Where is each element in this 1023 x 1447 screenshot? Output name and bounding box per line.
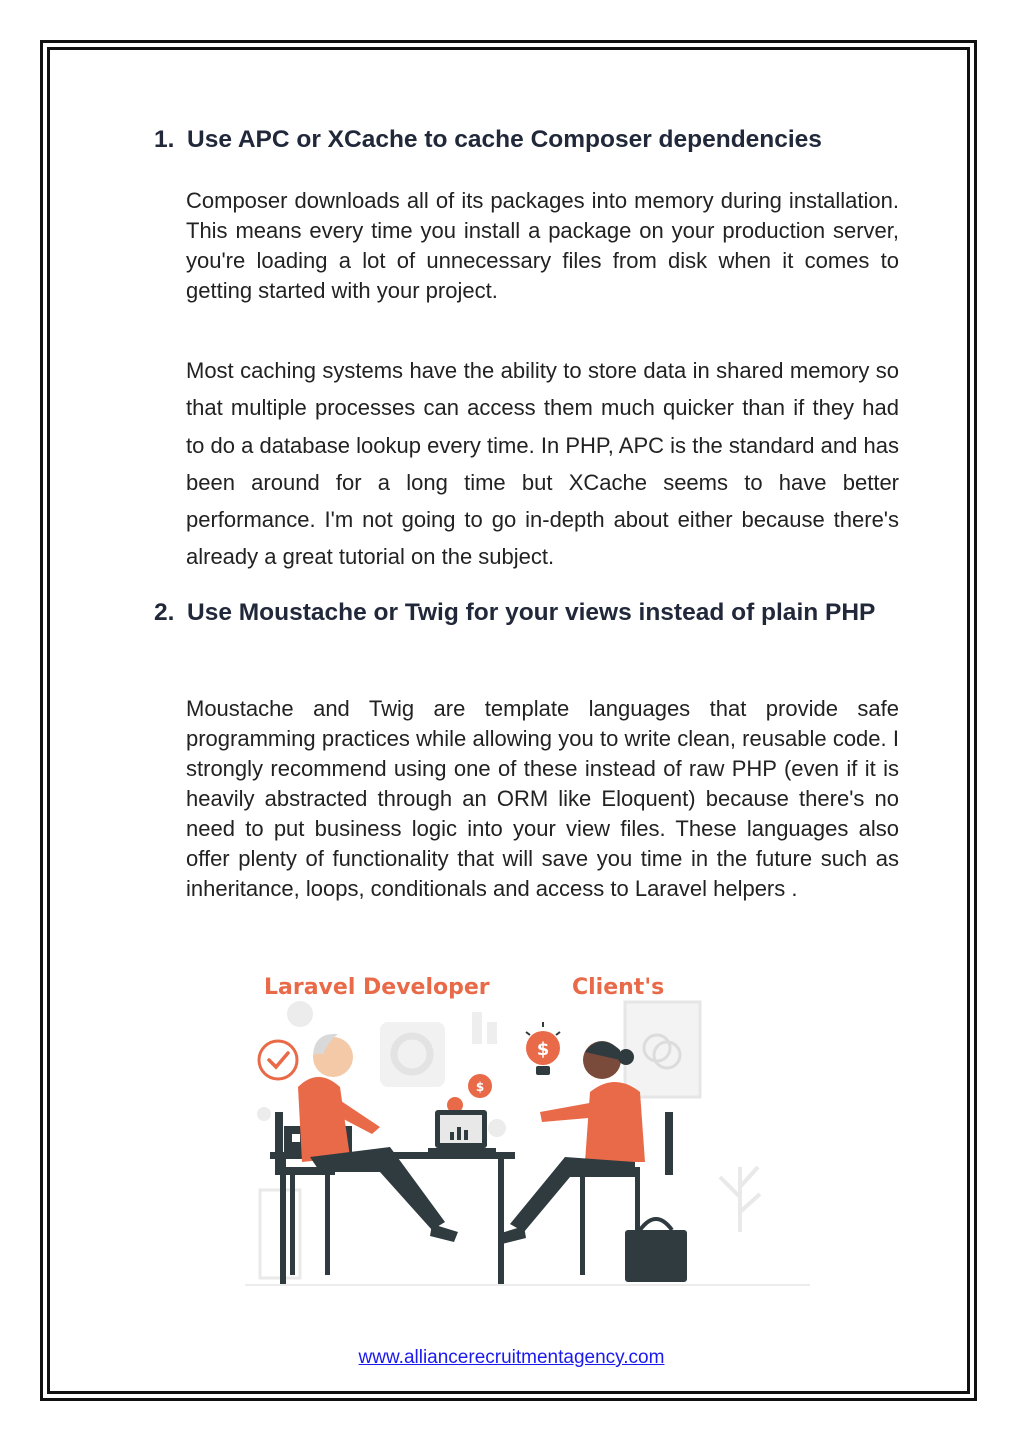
developer-client-meeting-illustration (240, 962, 820, 1300)
section-1-title: Use APC or XCache to cache Composer dependencies (187, 126, 822, 153)
svg-text:$: $ (475, 1080, 485, 1094)
section-1-heading (154, 123, 900, 157)
illustration-right-label: Client's (572, 975, 665, 1000)
website-link[interactable]: www.alliancerecruitmentagency.com (358, 1347, 665, 1368)
handbag (625, 1230, 687, 1282)
section-1-paragraph-2: Most caching systems have the ability to store data in shared memory so that multiple processes can access them much quicker than if they had to do a database lookup every time. In PHP, APC is the standard and has been around for a long time but XCache seems to have better performance. I'm not going to go in-depth about either because there's already a great tutorial on the subject. (186, 358, 899, 570)
floor-line (245, 1284, 810, 1286)
wall-frame-bg (625, 1002, 700, 1097)
section-1-paragraph-1: Composer downloads all of its packages into memory during installation. This means every time you install a package on your production server, you're loading a lot of unnecessary files from disk when it comes to getting started with your project. (186, 188, 899, 303)
section-2-heading (154, 596, 900, 630)
svg-text:$: $ (536, 1039, 550, 1060)
chart-card-bg (380, 1022, 445, 1087)
section-2-number: 2. (154, 599, 175, 626)
illustration-left-label: Laravel Developer (264, 975, 490, 1000)
plant-bg-icon (720, 1167, 760, 1232)
section-1-number: 1. (154, 126, 175, 153)
coin-bg-icon (287, 1001, 313, 1027)
section-2-title: Use Moustache or Twig for your views instead of plain PHP (187, 599, 876, 626)
section-2-paragraph-1: Moustache and Twig are template languages that provide safe programming practices while allowing you to write clean, reusable code. I strongly recommend using one of these instead of raw PHP (even if it is heavily abstracted through an ORM like Eloquent) because there's no need to put business logic into your view files. These languages also offer plenty of functionality that will save you time in the future such as inheritance, loops, conditionals and access to Laravel helpers . (186, 696, 899, 901)
checkmark-icon (259, 1041, 297, 1079)
